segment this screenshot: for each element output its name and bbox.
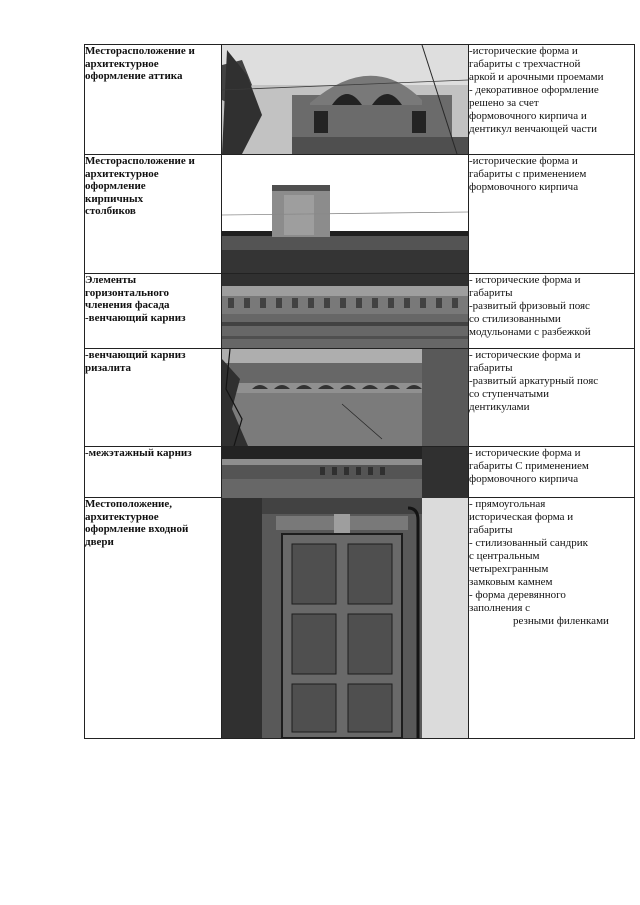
table-row bbox=[85, 155, 635, 274]
row-label: Местоположение, архитектурное оформление входной двери bbox=[85, 498, 222, 739]
table-row bbox=[85, 447, 635, 498]
row-label: Элементы горизонтального членения фасада -венчающий карниз bbox=[85, 274, 222, 349]
photo-cell bbox=[222, 349, 469, 447]
photo-cell bbox=[222, 447, 469, 739]
risalit-cornice-photo bbox=[222, 349, 468, 446]
architecture-elements-table bbox=[84, 44, 635, 739]
attic-photo bbox=[222, 45, 468, 154]
photo-cell bbox=[222, 274, 469, 349]
entrance-door-photo bbox=[222, 498, 468, 738]
row-label: -венчающий карниз ризалита bbox=[85, 349, 222, 447]
table-row bbox=[85, 349, 635, 447]
photo-cell bbox=[222, 45, 469, 155]
row-label: Месторасположение и архитектурное оформление аттика bbox=[85, 45, 222, 155]
row-description: -исторические форма и габариты с применением формовочного кирпича bbox=[469, 155, 635, 274]
row-description: - прямоугольная историческая форма и габариты - стилизованный сандрик с центральным четырехгранным замковым камнем - форма деревянного заполнения с резными филенками bbox=[469, 498, 635, 739]
row-description: - исторические форма и габариты С применением формовочного кирпича bbox=[469, 447, 635, 498]
row-description: -исторические форма и габариты с трехчастной аркой и арочными проемами - декоративное оформление решено за счет формовочного кирпича и дентикул венчающей части bbox=[469, 45, 635, 155]
cornice-photo bbox=[222, 274, 468, 348]
table-row bbox=[85, 45, 635, 155]
interfloor-cornice-photo bbox=[222, 447, 468, 498]
table-row bbox=[85, 274, 635, 349]
row-description: - исторические форма и габариты -развитый фризовый пояс со стилизованными модульонами с разбежкой bbox=[469, 274, 635, 349]
row-label: Месторасположение и архитектурное оформление кирпичных столбиков bbox=[85, 155, 222, 274]
photo-cell bbox=[222, 155, 469, 274]
row-description: - исторические форма и габариты -развитый аркатурный пояс со ступенчатыми дентикулами bbox=[469, 349, 635, 447]
brick-posts-photo bbox=[222, 155, 468, 273]
row-label: -межэтажный карниз bbox=[85, 447, 222, 498]
